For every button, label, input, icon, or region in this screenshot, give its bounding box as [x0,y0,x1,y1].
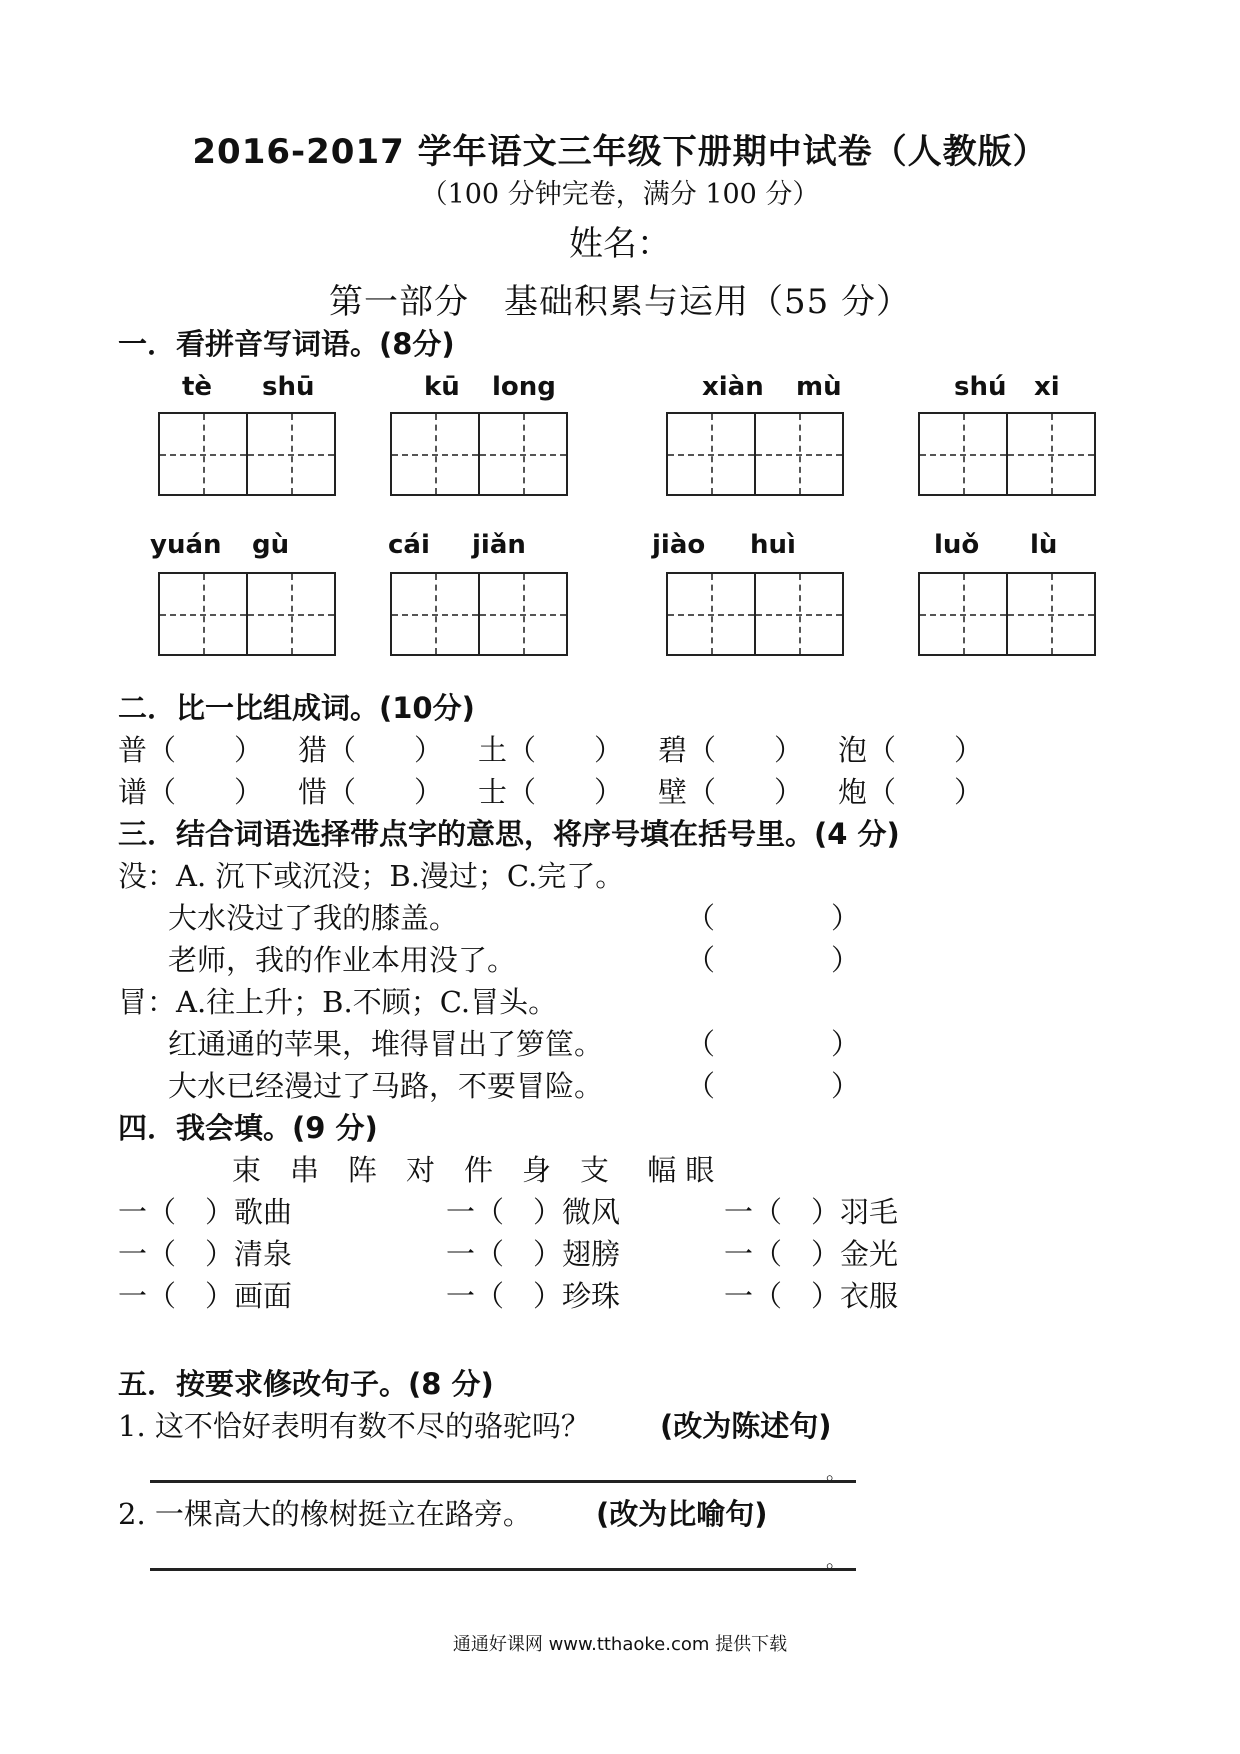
part-title: 第一部分 基础积累与运用（55 分） [328,282,912,322]
word-pair: 普（ ） [118,733,264,767]
exam-title: 2016-2017 学年语文三年级下册期中试卷（人教版） [192,132,1048,172]
answer-line[interactable] [150,1480,856,1483]
pinyin: cái [388,530,430,560]
pinyin: long [492,372,556,402]
end-mark: 。 [826,1548,846,1572]
end-mark: 。 [826,1460,846,1484]
writing-grid[interactable] [666,412,844,496]
pinyin: tè [182,372,213,402]
pinyin: jiǎn [472,530,526,560]
answer-blank[interactable]: （ ） [686,1027,861,1061]
sentence: 红通通的苹果，堆得冒出了箩筐。 [168,1027,604,1061]
word-pair: 土（ ） [478,733,624,767]
word-pair: 谱（ ） [118,775,264,809]
measure-blank[interactable]: 一（ ）画面 [118,1279,293,1313]
word-pair: 泡（ ） [838,733,984,767]
answer-blank[interactable]: （ ） [686,1069,861,1103]
writing-grid[interactable] [390,572,568,656]
pinyin: shú [954,372,1007,402]
word-pair: 碧（ ） [658,733,804,767]
pinyin: lù [1030,530,1058,560]
measure-blank[interactable]: 一（ ）歌曲 [118,1195,293,1229]
measure-blank[interactable]: 一（ ）翅膀 [446,1237,621,1271]
word-pair: 士（ ） [478,775,624,809]
section-2-heading: 二．比一比组成词。(10分) [118,691,475,725]
pinyin: xi [1034,372,1060,402]
section-4-heading: 四．我会填。(9 分) [118,1111,378,1145]
sentence: 2. 一棵高大的橡树挺立在路旁。 [118,1497,532,1531]
measure-blank[interactable]: 一（ ）羽毛 [724,1195,899,1229]
word-pair: 惜（ ） [298,775,444,809]
writing-grid[interactable] [158,412,336,496]
sentence: 1. 这不恰好表明有数不尽的骆驼吗？ [118,1409,590,1443]
word-pair: 猎（ ） [298,733,444,767]
pinyin: jiào [652,530,706,560]
answer-line[interactable] [150,1568,856,1571]
pinyin: mù [796,372,842,402]
word-pair: 炮（ ） [838,775,984,809]
measure-blank[interactable]: 一（ ）金光 [724,1237,899,1271]
writing-grid[interactable] [666,572,844,656]
name-label: 姓名： [569,224,671,264]
pinyin: xiàn [702,372,764,402]
section-1-heading: 一．看拼音写词语。(8分) [118,327,455,361]
measure-blank[interactable]: 一（ ）珍珠 [446,1279,621,1313]
word-bank: 束 串 阵 对 件 身 支 幅 眼 [232,1153,715,1187]
sentence: 老师，我的作业本用没了。 [168,943,517,977]
word-pair: 壁（ ） [658,775,804,809]
section-5-heading: 五．按要求修改句子。(8 分) [118,1367,494,1401]
measure-blank[interactable]: 一（ ）衣服 [724,1279,899,1313]
requirement: (改为比喻句) [596,1497,768,1531]
writing-grid[interactable] [918,572,1096,656]
pinyin: luǒ [934,530,980,560]
section-3-heading: 三．结合词语选择带点字的意思，将序号填在括号里。(4 分) [118,817,900,851]
writing-grid[interactable] [390,412,568,496]
requirement: (改为陈述句) [660,1409,832,1443]
exam-subtitle: （100 分钟完卷，满分 100 分） [420,179,820,210]
writing-grid[interactable] [918,412,1096,496]
measure-blank[interactable]: 一（ ）清泉 [118,1237,293,1271]
sentence: 大水没过了我的膝盖。 [168,901,459,935]
footer-credit: 通通好课网 www.tthaoke.com 提供下载 [452,1634,788,1655]
writing-grid[interactable] [158,572,336,656]
question-options: 没：A. 沉下或沉没；B.漫过；C.完了。 [118,859,625,893]
pinyin: yuán [150,530,222,560]
answer-blank[interactable]: （ ） [686,901,861,935]
pinyin: kū [424,372,460,402]
sentence: 大水已经漫过了马路，不要冒险。 [168,1069,604,1103]
pinyin: gù [252,530,290,560]
pinyin: huì [750,530,796,560]
measure-blank[interactable]: 一（ ）微风 [446,1195,621,1229]
question-options: 冒：A.往上升；B.不顾；C.冒头。 [118,985,558,1019]
pinyin: shū [262,372,315,402]
answer-blank[interactable]: （ ） [686,943,861,977]
